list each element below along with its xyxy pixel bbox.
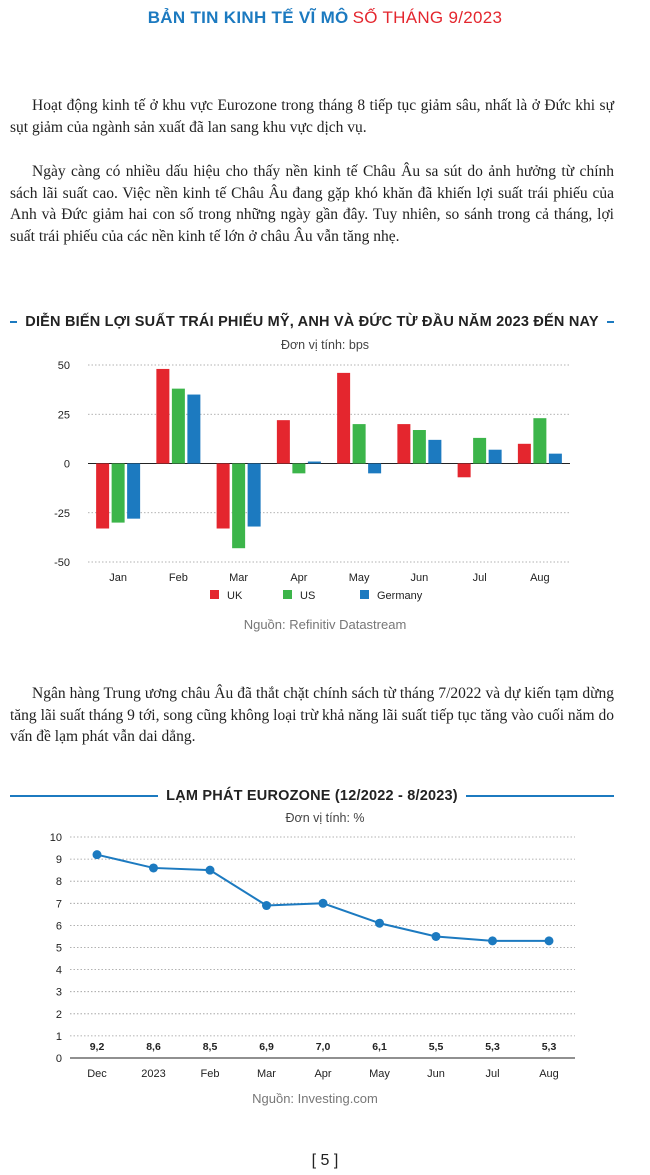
bar-uk-aug: [518, 444, 531, 464]
legend-swatch-uk: [210, 590, 219, 599]
x-tick-label: 2023: [141, 1068, 166, 1080]
title-rule-left: [10, 795, 158, 797]
value-label: 8,5: [202, 1041, 218, 1053]
title-rule-right: [466, 795, 614, 797]
x-tick-label: May: [369, 1068, 390, 1080]
inflation-chart-title: LẠM PHÁT EUROZONE (12/2022 - 8/2023): [166, 788, 458, 804]
bond-chart-unit: Đơn vị tính: bps: [280, 338, 370, 352]
value-label: 5,3: [485, 1041, 500, 1053]
y-tick-label: 6: [55, 920, 62, 933]
value-label: 9,2: [89, 1041, 105, 1053]
x-tick-label: Dec: [87, 1068, 107, 1080]
legend-label-uk: UK: [227, 590, 243, 602]
legend-swatch-us: [283, 590, 292, 599]
value-label: 6,9: [259, 1041, 274, 1053]
header-issue: SỐ THÁNG 9/2023: [352, 8, 503, 27]
value-label: 5,3: [541, 1041, 557, 1053]
x-tick-label: Apr: [290, 572, 308, 584]
bar-us-jul: [473, 438, 486, 464]
y-tick-label: -25: [54, 507, 70, 520]
y-tick-label: 0: [55, 1053, 62, 1065]
data-point-jun: [432, 932, 441, 941]
bar-us-may: [353, 424, 366, 463]
value-label: 5,5: [428, 1041, 444, 1053]
y-tick-label: 5: [55, 942, 62, 955]
x-tick-label: Aug: [539, 1068, 559, 1080]
x-tick-label: Jun: [410, 572, 429, 584]
bar-germany-mar: [248, 464, 261, 527]
x-tick-label: Mar: [229, 572, 249, 584]
value-label: 6,1: [372, 1041, 387, 1053]
bar-germany-feb: [187, 395, 200, 464]
bar-uk-jun: [397, 424, 410, 463]
data-point-may: [375, 919, 384, 928]
bar-us-feb: [172, 389, 185, 464]
y-tick-label: 4: [55, 964, 62, 977]
y-tick-label: 25: [57, 409, 70, 422]
x-tick-label: Feb: [168, 572, 188, 584]
header-title: BẢN TIN KINH TẾ VĨ MÔ: [147, 8, 349, 27]
bar-us-mar: [232, 464, 245, 549]
bar-germany-apr: [308, 462, 321, 464]
data-point-2023: [149, 863, 158, 872]
legend-swatch-germany: [360, 590, 369, 599]
page-number: [ 5 ]: [311, 1152, 339, 1169]
bar-us-aug: [533, 418, 546, 463]
value-label: 8,6: [146, 1041, 161, 1053]
bar-uk-feb: [156, 369, 169, 464]
title-rule-right: [607, 321, 614, 323]
data-point-jul: [488, 936, 497, 945]
paragraph-1: Hoạt động kinh tế ở khu vực Eurozone trong tháng 8 tiếp tục giảm sâu, nhất là ở Đức khi sự sụt giảm của ngành sản xuất đã lan sang khu vực dịch vụ.: [10, 97, 614, 136]
bar-germany-jul: [489, 450, 502, 464]
y-tick-label: 0: [63, 458, 70, 471]
x-tick-label: Aug: [530, 572, 550, 584]
bar-germany-jan: [127, 464, 140, 519]
bar-uk-jan: [96, 464, 109, 529]
legend-label-us: US: [300, 590, 316, 602]
y-tick-label: 2: [55, 1008, 62, 1021]
bar-germany-aug: [549, 454, 562, 464]
y-tick-label: 7: [55, 898, 62, 911]
bond-chart-title-row: [10, 314, 614, 330]
y-tick-label: -50: [54, 557, 70, 569]
bar-us-jan: [112, 464, 125, 523]
x-tick-label: Jul: [472, 572, 487, 584]
bond-chart-source: Nguồn: Refinitiv Datastream: [243, 617, 407, 632]
bar-germany-jun: [428, 440, 441, 464]
data-point-aug: [545, 936, 554, 945]
title-rule-left: [10, 321, 17, 323]
x-tick-label: May: [348, 572, 370, 584]
y-tick-label: 8: [55, 876, 62, 889]
page-header: [0, 8, 650, 28]
bar-uk-apr: [277, 420, 290, 463]
y-tick-label: 10: [49, 832, 62, 844]
y-tick-label: 1: [55, 1030, 62, 1043]
bar-germany-may: [368, 464, 381, 474]
legend-label-germany: Germany: [377, 590, 423, 602]
data-point-apr: [319, 899, 328, 908]
bar-uk-mar: [217, 464, 230, 529]
inflation-line: [97, 855, 549, 941]
paragraph-2: Ngày càng có nhiều dấu hiệu cho thấy nền kinh tế Châu Âu sa sút do ảnh hưởng từ chính sách lãi suất cao. Việc nền kinh tế Châu Âu đang gặp khó khăn đã khiến lợi suất trái phiếu của Anh và Đức giảm hai con số trong những ngày gần đây. Tuy nhiên, so sánh trong cả tháng, lợi suất trái phiếu của các nền kinh tế lớn ở châu Âu vẫn tăng nhẹ.: [10, 163, 614, 245]
inflation-chart-source: Nguồn: Investing.com: [252, 1091, 378, 1106]
bar-us-jun: [413, 430, 426, 463]
x-tick-label: Jul: [485, 1068, 500, 1080]
x-tick-label: Mar: [257, 1068, 276, 1080]
inflation-chart: [0, 828, 650, 1083]
value-label: 7,0: [315, 1041, 331, 1053]
data-point-mar: [262, 901, 271, 910]
bond-chart: [0, 355, 650, 610]
x-tick-label: Apr: [314, 1068, 332, 1080]
bar-uk-jul: [458, 464, 471, 478]
y-tick-label: 9: [55, 854, 62, 867]
bar-us-apr: [292, 464, 305, 474]
bar-uk-may: [337, 373, 350, 464]
bond-chart-title: DIỄN BIẾN LỢI SUẤT TRÁI PHIẾU MỸ, ANH VÀ ĐỨC TỪ ĐẦU NĂM 2023 ĐẾN NAY: [25, 314, 599, 330]
x-tick-label: Jun: [427, 1068, 445, 1080]
inflation-chart-title-row: [10, 788, 614, 804]
data-point-dec: [93, 850, 102, 859]
x-tick-label: Jan: [109, 572, 127, 584]
y-tick-label: 50: [57, 360, 70, 372]
data-point-feb: [206, 866, 215, 875]
x-tick-label: Feb: [200, 1068, 220, 1080]
inflation-chart-unit: Đơn vị tính: %: [285, 811, 365, 825]
y-tick-label: 3: [55, 986, 62, 999]
paragraph-3: Ngân hàng Trung ương châu Âu đã thắt chặt chính sách từ tháng 7/2022 và dự kiến tạm dừng tăng lãi suất tháng 9 tới, song cũng không loại trừ khả năng lãi suất tiếp tục tăng vào cuối năm do vấn đề lạm phát vẫn dai dẳng.: [10, 685, 614, 745]
